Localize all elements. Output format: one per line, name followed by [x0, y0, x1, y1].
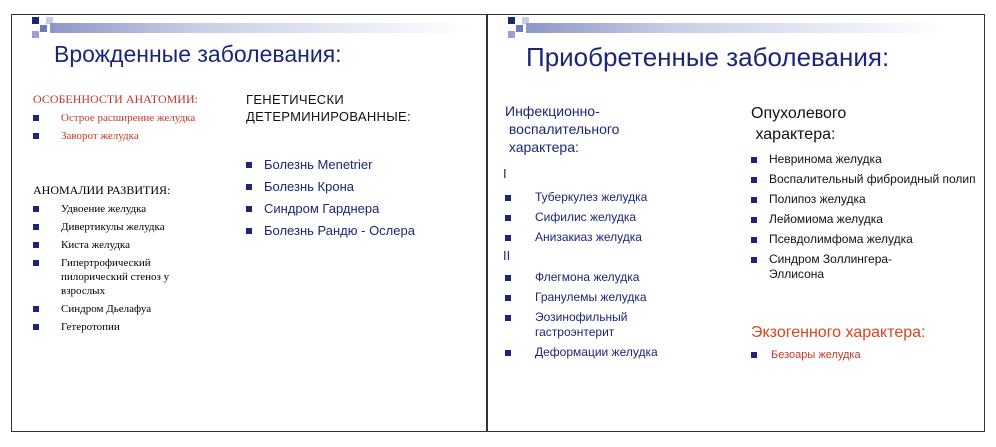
list-item: Деформации желудка — [505, 345, 730, 360]
list-item: Болезнь Menetrier — [246, 154, 476, 176]
list-item: Острое расширение желудка — [33, 109, 233, 127]
list-item: Невринома желудка — [751, 152, 983, 167]
list-item: Лейомиома желудка — [751, 212, 983, 227]
infectious-list-2 — [505, 270, 730, 365]
list-item: Безоары желудка — [751, 348, 971, 362]
group-label: II — [503, 248, 511, 263]
slide-title: Врожденные заболевания: — [54, 41, 342, 67]
exogenous-header: Экзогенного характера: — [751, 324, 926, 341]
list-item: Синдром Дьелафуа — [33, 302, 208, 316]
list-item: Анизакиаз желудка — [505, 230, 730, 245]
list-item: Туберкулез желудка — [505, 190, 730, 205]
list-item: Болезнь Рандю - Ослера — [246, 220, 476, 242]
group-label: I — [503, 166, 507, 181]
list-item: Воспалительный фиброидный полип — [751, 172, 983, 187]
decorative-squares-icon — [508, 17, 572, 39]
slide-congenital — [11, 14, 487, 432]
genetic-list — [246, 154, 476, 242]
list-item: Синдром Гарднера — [246, 198, 476, 220]
list-item: Эозинофильный гастроэнтерит — [505, 310, 665, 340]
list-item: Синдром Золлингера-Эллисона — [751, 252, 929, 282]
tumor-header: Опухолевого характера: — [751, 105, 847, 143]
slide-acquired — [487, 14, 985, 432]
genetic-header: ГЕНЕТИЧЕСКИ ДЕТЕРМИНИРОВАННЫЕ: — [246, 92, 411, 124]
anatomy-list — [33, 109, 233, 145]
list-item: Полипоз желудка — [751, 192, 983, 207]
slide-title: Приобретенные заболевания: — [526, 42, 890, 72]
infectious-list-1 — [505, 190, 730, 250]
decorative-squares-icon — [32, 17, 96, 39]
list-item: Киста желудка — [33, 238, 208, 252]
list-item: Удвоение желудка — [33, 202, 208, 216]
list-item: Дивертикулы желудка — [33, 220, 208, 234]
anomalies-header: АНОМАЛИИ РАЗВИТИЯ: — [33, 183, 171, 197]
list-item: Заворот желудка — [33, 127, 233, 145]
tumor-list — [751, 152, 983, 287]
list-item: Гипертрофический пилорический стеноз у взрослых — [33, 256, 208, 298]
list-item: Сифилис желудка — [505, 210, 730, 225]
list-item: Болезнь Крона — [246, 176, 476, 198]
list-item: Гранулемы желудка — [505, 290, 730, 305]
anomalies-list — [33, 202, 208, 338]
exogenous-list — [751, 348, 971, 362]
list-item: Флегмона желудка — [505, 270, 730, 285]
list-item: Гетеротопии — [33, 320, 208, 334]
list-item: Псевдолимфома желудка — [751, 232, 983, 247]
anatomy-header: ОСОБЕННОСТИ АНАТОМИИ: — [33, 92, 198, 106]
infectious-header: Инфекционно- воспалительного характера: — [505, 103, 620, 155]
